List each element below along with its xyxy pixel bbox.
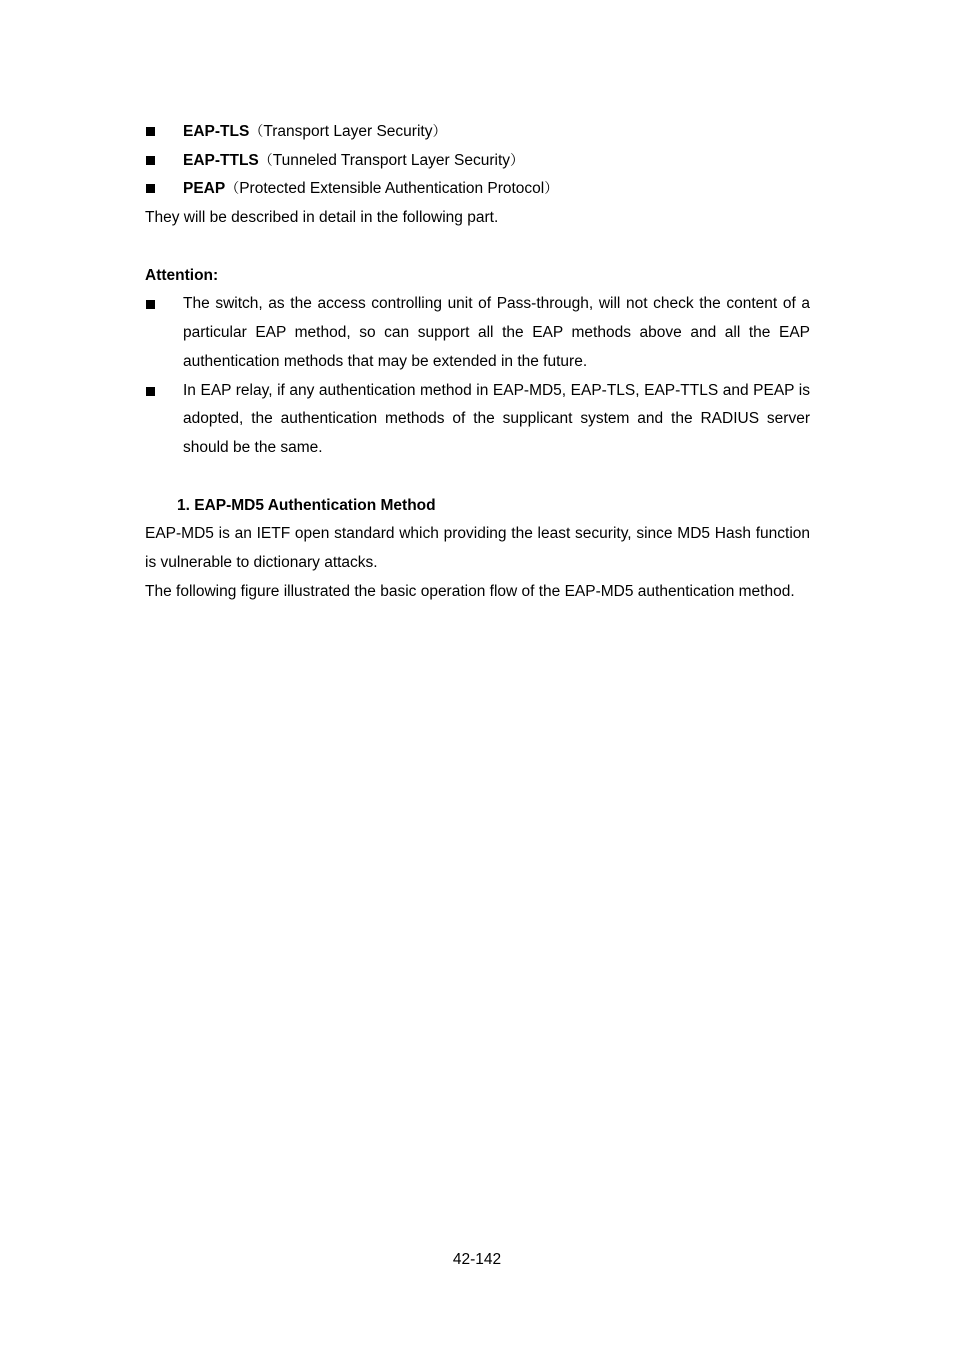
spacer (145, 463, 810, 492)
document-body (145, 118, 810, 607)
eap-method-list (145, 118, 810, 204)
method-description: Protected Extensible Authentication Protocol (239, 180, 545, 198)
method-name: EAP-TTLS (183, 151, 259, 169)
square-bullet-icon (146, 387, 155, 396)
close-paren: ） (544, 181, 559, 198)
method-description: Transport Layer Security (263, 123, 433, 140)
spacer (145, 233, 810, 262)
square-bullet-icon (146, 300, 155, 309)
page-number: 42-142 (452, 1251, 502, 1268)
list-item (145, 377, 810, 463)
list-item (145, 290, 810, 376)
attention-text: The switch, as the access controlling unit of Pass-through, will not check the content of a particular EAP method, so can support all the EAP methods above and all the EAP authentication methods that may be extended in the future. (183, 295, 810, 370)
open-paren: （ (249, 124, 264, 140)
section-paragraph: EAP-MD5 is an IETF open standard which providing the least security, since MD5 Hash function is vulnerable to dictionary attacks. (145, 525, 810, 572)
square-bullet-icon (146, 127, 155, 136)
list-item (145, 175, 810, 204)
close-paren: ） (510, 152, 524, 169)
list-item (145, 147, 810, 176)
open-paren: （ (258, 152, 273, 169)
close-paren: ） (432, 124, 447, 140)
attention-list (145, 290, 810, 462)
section-heading: 1. EAP-MD5 Authentication Method (177, 496, 436, 514)
open-paren: （ (225, 181, 240, 198)
square-bullet-icon (146, 184, 155, 193)
intro-paragraph: They will be described in detail in the following part. (145, 209, 499, 227)
list-item (145, 118, 810, 147)
section-paragraph: The following figure illustrated the basic operation flow of the EAP-MD5 authentication method. (145, 582, 795, 600)
square-bullet-icon (146, 156, 155, 165)
attention-heading: Attention: (145, 266, 219, 284)
method-description: Tunneled Transport Layer Security (272, 151, 510, 169)
method-name: EAP-TLS (183, 123, 250, 140)
attention-text: In EAP relay, if any authentication method in EAP-MD5, EAP-TLS, EAP-TTLS and PEAP is adopted, the authentication methods of the supplicant system and the RADIUS server should be the same. (183, 381, 810, 456)
method-name: PEAP (183, 180, 226, 198)
